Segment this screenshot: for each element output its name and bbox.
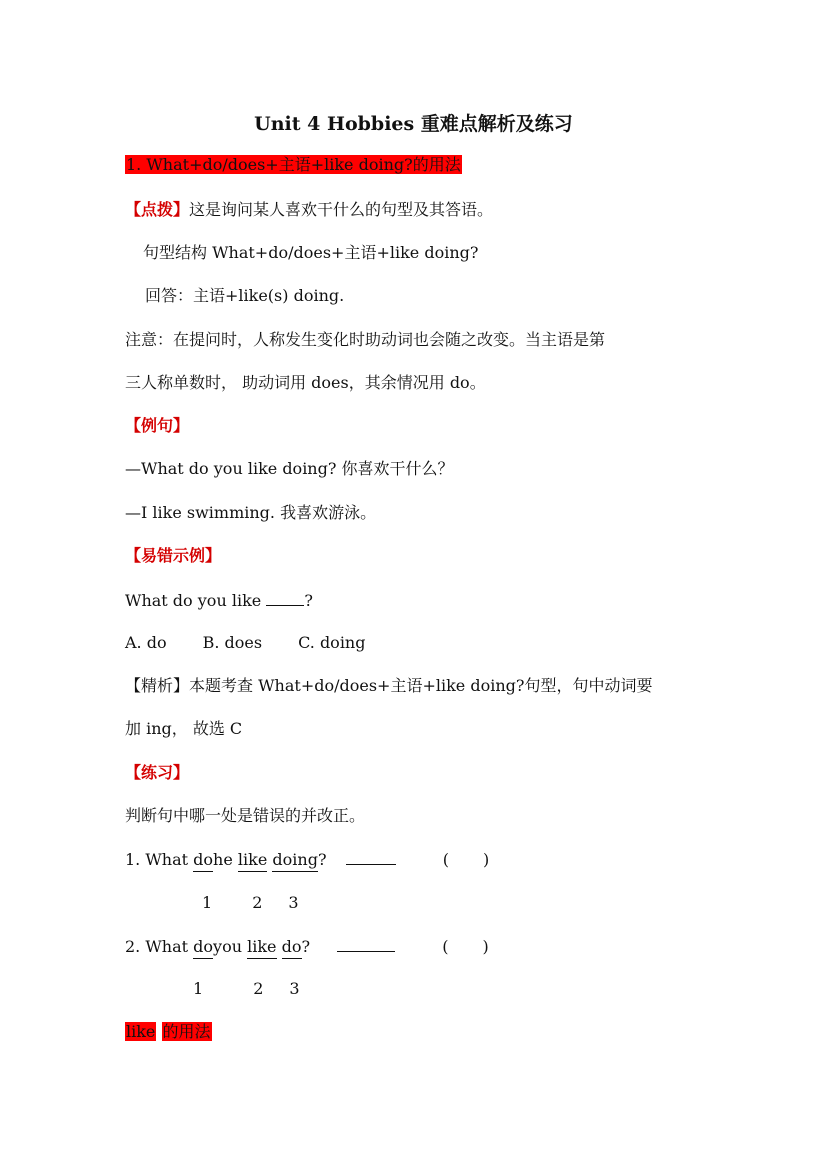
hint-tag: 【点拨】 xyxy=(125,200,190,219)
analysis-line-1 xyxy=(125,675,652,697)
q2-option-2[interactable]: like xyxy=(247,936,276,959)
example-answer: —I like swimming. 我喜欢游泳。 xyxy=(125,503,377,522)
highlighted-heading: 1. What+do/does+主语+like doing?的用法 xyxy=(126,155,461,174)
option-b[interactable]: B. does xyxy=(202,633,263,652)
hint-paragraph xyxy=(125,199,493,221)
error-question-suffix: ? xyxy=(304,591,313,610)
page-title: Unit 4 Hobbies 重难点解析及练习 xyxy=(254,113,573,135)
analysis-tag: 【精析】 xyxy=(125,676,190,695)
q2-number-marks: 1 2 3 xyxy=(193,979,300,998)
practice-question-1: 1. What dohe like doing? ( ) xyxy=(125,848,489,872)
option-c[interactable]: C. doing xyxy=(298,633,366,652)
q1-option-1[interactable]: do xyxy=(193,849,213,872)
q2-option-3[interactable]: do xyxy=(282,936,302,959)
example-question: —What do you like doing? 你喜欢干什么？ xyxy=(125,459,454,478)
hint-text: 这是询问某人喜欢干什么的句型及其答语。 xyxy=(189,200,494,219)
practice-tag: 【练习】 xyxy=(125,763,190,782)
q1-answer-blank[interactable] xyxy=(346,848,396,865)
q1-option-2[interactable]: like xyxy=(238,849,267,872)
analysis-line-2: 加 ing， 故选 C xyxy=(125,719,243,738)
section-2-heading xyxy=(125,1021,212,1043)
practice-instruction: 判断句中哪一处是错误的并改正。 xyxy=(125,806,366,825)
error-question-prefix: What do you like xyxy=(125,591,262,610)
analysis-text: 本题考查 What+do/does+主语+like doing?句型，句中动词要 xyxy=(189,676,653,695)
section-heading xyxy=(125,154,462,176)
answer-blank[interactable] xyxy=(266,589,304,606)
structure-line: 句型结构 What+do/does+主语+like doing? xyxy=(143,243,479,262)
option-a[interactable]: A. do xyxy=(125,633,167,652)
q1-option-3[interactable]: doing xyxy=(272,849,318,872)
section-2-heading-rest: 的用法 xyxy=(162,1022,211,1041)
options-line xyxy=(125,632,365,654)
q1-number-marks: 1 2 3 xyxy=(202,893,299,912)
example-tag: 【例句】 xyxy=(125,416,190,435)
section-2-heading-word: like xyxy=(126,1022,156,1041)
note-line-1: 注意：在提问时，人称发生变化时助动词也会随之改变。当主语是第 xyxy=(125,330,606,349)
error-question xyxy=(125,589,313,612)
note-line-2: 三人称单数时， 助动词用 does，其余情况用 do。 xyxy=(125,373,486,392)
q2-answer-blank[interactable] xyxy=(337,935,395,952)
answer-line: 回答：主语+like(s) doing. xyxy=(145,286,345,305)
q2-option-1[interactable]: do xyxy=(193,936,213,959)
practice-question-2: 2. What doyou like do? ( ) xyxy=(125,935,489,959)
error-tag: 【易错示例】 xyxy=(125,546,222,565)
